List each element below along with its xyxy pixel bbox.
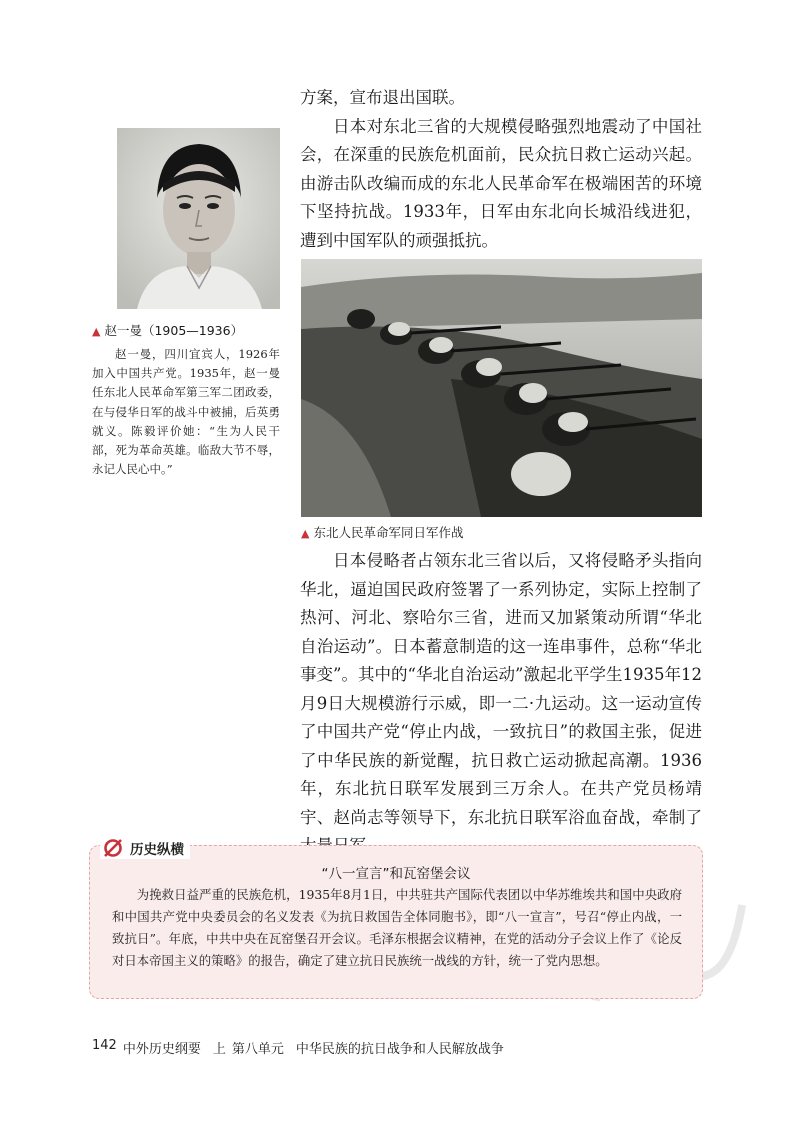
portrait-image — [117, 128, 280, 309]
history-emblem-icon — [102, 837, 124, 859]
battle-caption-text: 东北人民革命军同日军作战 — [313, 525, 464, 540]
battle-photo — [301, 259, 702, 517]
battle-image — [301, 259, 702, 517]
box-body — [112, 884, 682, 972]
volume-label: 上 — [212, 1042, 226, 1057]
paragraph-1: 方案，宣布退出国联。 — [300, 88, 465, 107]
box-heading-text: 历史纵横 — [130, 842, 184, 858]
triangle-marker-icon: ▲ — [301, 527, 310, 540]
main-text-bottom — [300, 547, 702, 861]
main-text-top — [300, 84, 702, 255]
paragraph-2: 日本对东北三省的大规模侵略强烈地震动了中国社会，在深重的民族危机面前，民众抗日救亡运动兴起。由游击队改编而成的东北人民革命军在极端困苦的环境下坚持抗战。1933年，日军由东北向长城沿线进犯，遭到中国军队的顽强抵抗。 — [300, 116, 702, 250]
unit-title: 中华民族的抗日战争和人民解放战争 — [295, 1042, 504, 1057]
paragraph-3: 日本侵略者占领东北三省以后，又将侵略矛头指向华北，逼迫国民政府签署了一系列协定，实际上控制了热河、河北、察哈尔三省，进而又加紧策动所谓“华北自治运动”。日本蓄意制造的这一连串事件，总称“华北事变”。其中的“华北自治运动”激起北平学生1935年12月9日大规模游行示威，即一二·九运动。这一运动宣传了中国共产党“停止内战，一致抗日”的救国主张，促进了中华民族的新觉醒，抗日救亡运动掀起高潮。1936年，东北抗日联军发展到三万余人。在共产党员杨靖宇、赵尚志等领导下，东北抗日联军浴血奋战，牵制了 — [300, 551, 702, 827]
portrait-note-text: 赵一曼，四川宜宾人，1926年加入中国共产党。1935年，赵一曼任东北人民革命军第三军二团政委，在与侵华日军的战斗中被捕，后英勇就义。陈毅评价她：“生为人民干部，死为革命英雄。临敌大节不辱，永记人民心中。” — [92, 347, 280, 477]
box-heading — [100, 837, 190, 859]
page-footer — [92, 1038, 712, 1057]
box-title: “八一宣言”和瓦窑堡会议 — [321, 866, 471, 882]
history-sidebar-box — [89, 842, 703, 999]
battle-caption — [301, 524, 701, 543]
book-title: 中外历史纲要 — [122, 1042, 201, 1057]
box-body-text: 为挽救日益严重的民族危机，1935年8月1日，中共驻共产国际代表团以中华苏维埃共和国中央政府和中国共产党中央委员会的名义发表《为抗日救国告全体同胞书》，即“八一宣言”，号召“停止内战，一致抗日”。年底，中共中央在瓦窑堡召开会议。毛泽东根据会议精神，在党的活动分子会议上作了《论反对日本帝国主义的策略》的报告，确定了建立抗日民族统一战线的方针，统一了党内思想。 — [112, 887, 682, 968]
unit-label: 第八单元 — [231, 1042, 284, 1057]
portrait-photo — [117, 128, 280, 309]
portrait-note — [92, 345, 280, 479]
portrait-caption-text: 赵一曼（1905—1936） — [104, 323, 244, 338]
portrait-caption — [92, 322, 292, 341]
triangle-marker-icon: ▲ — [92, 325, 101, 338]
page-number: 142 — [92, 1038, 117, 1053]
